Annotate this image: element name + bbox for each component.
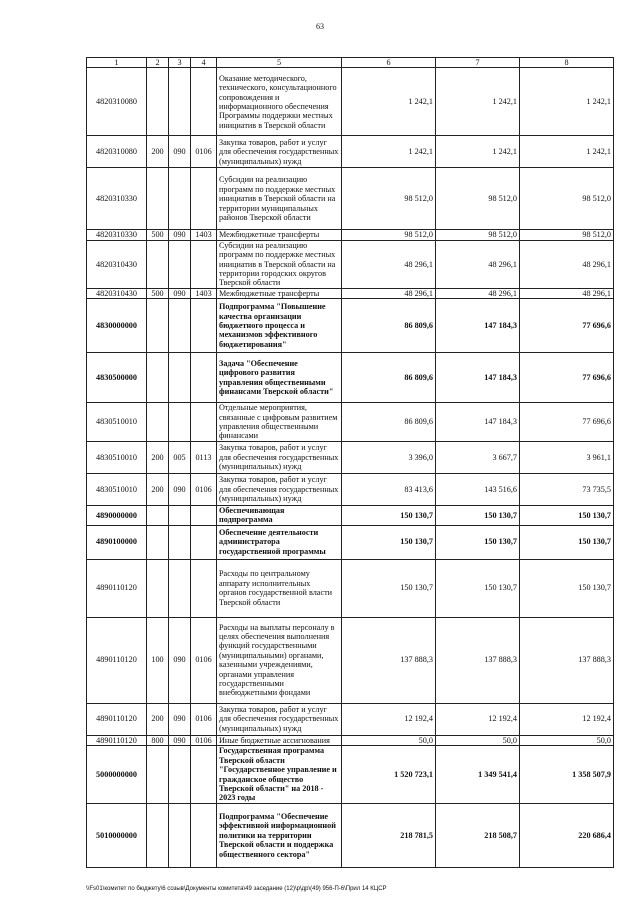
ministry-code xyxy=(169,168,191,230)
amount-year-2: 150 130,7 xyxy=(436,525,520,559)
amount-year-2: 1 242,1 xyxy=(436,136,520,168)
amount-year-1: 150 130,7 xyxy=(342,505,436,525)
row-code: 4830000000 xyxy=(87,299,147,353)
ministry-code: 005 xyxy=(169,441,191,473)
amount-year-1: 1 242,1 xyxy=(342,68,436,136)
row-code: 4820310430 xyxy=(87,288,147,298)
row-name: Задача "Обеспечение цифрового развития управления общественными финансами Тверской области" xyxy=(217,353,342,403)
amount-year-1: 48 296,1 xyxy=(342,240,436,288)
row-code: 4820310080 xyxy=(87,68,147,136)
table-row xyxy=(87,559,614,617)
expense-type-code: 100 xyxy=(147,617,169,703)
amount-year-2: 147 184,3 xyxy=(436,299,520,353)
amount-year-3: 48 296,1 xyxy=(520,240,614,288)
section-code: 0113 xyxy=(191,441,217,473)
amount-year-1: 218 781,5 xyxy=(342,804,436,868)
section-code: 0106 xyxy=(191,703,217,735)
row-code: 5010000000 xyxy=(87,804,147,868)
row-name: Иные бюджетные ассигнования xyxy=(217,735,342,745)
amount-year-2: 1 349 541,4 xyxy=(436,746,520,804)
amount-year-3: 1 242,1 xyxy=(520,136,614,168)
row-code: 4820310080 xyxy=(87,136,147,168)
table-row xyxy=(87,804,614,868)
amount-year-3: 1 242,1 xyxy=(520,68,614,136)
amount-year-3: 150 130,7 xyxy=(520,505,614,525)
row-name: Подпрограмма "Повышение качества организации бюджетного процесса и механизмов эффективного бюджетирования" xyxy=(217,299,342,353)
amount-year-3: 98 512,0 xyxy=(520,168,614,230)
amount-year-1: 150 130,7 xyxy=(342,525,436,559)
expense-type-code xyxy=(147,68,169,136)
row-code: 4820310430 xyxy=(87,240,147,288)
ministry-code: 090 xyxy=(169,473,191,505)
amount-year-3: 12 192,4 xyxy=(520,703,614,735)
amount-year-3: 3 961,1 xyxy=(520,441,614,473)
table-row xyxy=(87,240,614,288)
row-code: 4890100000 xyxy=(87,525,147,559)
row-name: Субсидии на реализацию программ по поддержке местных инициатив в Тверской области на территории городских округов Тверской области xyxy=(217,240,342,288)
amount-year-2: 48 296,1 xyxy=(436,240,520,288)
row-code: 4890000000 xyxy=(87,505,147,525)
amount-year-1: 3 396,0 xyxy=(342,441,436,473)
row-code: 5000000000 xyxy=(87,746,147,804)
section-code xyxy=(191,525,217,559)
amount-year-1: 12 192,4 xyxy=(342,703,436,735)
section-code xyxy=(191,746,217,804)
column-number: 8 xyxy=(520,58,614,68)
amount-year-2: 12 192,4 xyxy=(436,703,520,735)
amount-year-3: 1 358 507,9 xyxy=(520,746,614,804)
amount-year-2: 137 888,3 xyxy=(436,617,520,703)
row-code: 4830510010 xyxy=(87,473,147,505)
ministry-code xyxy=(169,68,191,136)
expense-type-code xyxy=(147,746,169,804)
row-name: Обеспечение деятельности администратора государственной программы xyxy=(217,525,342,559)
expense-type-code: 800 xyxy=(147,735,169,745)
amount-year-1: 150 130,7 xyxy=(342,559,436,617)
table-row xyxy=(87,168,614,230)
amount-year-3: 77 696,6 xyxy=(520,353,614,403)
amount-year-3: 73 735,5 xyxy=(520,473,614,505)
amount-year-3: 50,0 xyxy=(520,735,614,745)
expense-type-code: 200 xyxy=(147,136,169,168)
amount-year-1: 86 809,6 xyxy=(342,403,436,442)
amount-year-2: 150 130,7 xyxy=(436,505,520,525)
amount-year-2: 98 512,0 xyxy=(436,230,520,240)
amount-year-2: 50,0 xyxy=(436,735,520,745)
row-name: Отдельные мероприятия, связанные с цифровым развитием управления общественными финансами xyxy=(217,403,342,442)
row-name: Межбюджетные трансферты xyxy=(217,230,342,240)
amount-year-1: 83 413,6 xyxy=(342,473,436,505)
table-row xyxy=(87,441,614,473)
row-code: 4890110120 xyxy=(87,559,147,617)
section-code: 0106 xyxy=(191,473,217,505)
row-name: Подпрограмма "Обеспечение эффективной информационной политики на территории Тверской области и поддержка общественного сектора" xyxy=(217,804,342,868)
table-row xyxy=(87,403,614,442)
expense-type-code: 500 xyxy=(147,288,169,298)
row-code: 4830510010 xyxy=(87,403,147,442)
amount-year-1: 86 809,6 xyxy=(342,299,436,353)
row-name: Оказание методического, технического, консультационного сопровождения и информационного обеспечения Программы поддержки местных инициатив в Тверской области xyxy=(217,68,342,136)
section-code xyxy=(191,403,217,442)
ministry-code xyxy=(169,559,191,617)
section-code: 1403 xyxy=(191,288,217,298)
file-path-footer: \\Fs01\комитет по бюджету\6 созыв\Документы комитета\49 заседание (12)\р\др\(49) 956-П-6\Прил 14 КЦСР xyxy=(86,886,387,892)
row-name: Закупка товаров, работ и услуг для обеспечения государственных (муниципальных) нужд xyxy=(217,703,342,735)
row-code: 4830510010 xyxy=(87,441,147,473)
amount-year-2: 143 516,6 xyxy=(436,473,520,505)
table-row xyxy=(87,525,614,559)
expense-type-code xyxy=(147,403,169,442)
row-name: Расходы на выплаты персоналу в целях обеспечения выполнения функций государственными (муниципальными) органами, казенными учреждениями, органами управления государственными внебюджетными фондами xyxy=(217,617,342,703)
table-row xyxy=(87,746,614,804)
amount-year-3: 220 686,4 xyxy=(520,804,614,868)
ministry-code: 090 xyxy=(169,703,191,735)
ministry-code: 090 xyxy=(169,735,191,745)
section-code: 0106 xyxy=(191,735,217,745)
amount-year-2: 147 184,3 xyxy=(436,403,520,442)
amount-year-1: 86 809,6 xyxy=(342,353,436,403)
amount-year-1: 48 296,1 xyxy=(342,288,436,298)
ministry-code xyxy=(169,505,191,525)
section-code: 1403 xyxy=(191,230,217,240)
column-number: 7 xyxy=(436,58,520,68)
amount-year-3: 77 696,6 xyxy=(520,403,614,442)
row-name: Расходы по центральному аппарату исполнительных органов государственной власти Тверской области xyxy=(217,559,342,617)
ministry-code: 090 xyxy=(169,136,191,168)
table-row xyxy=(87,288,614,298)
table-row xyxy=(87,505,614,525)
row-code: 4830500000 xyxy=(87,353,147,403)
section-code xyxy=(191,505,217,525)
column-number: 4 xyxy=(191,58,217,68)
expense-type-code: 200 xyxy=(147,473,169,505)
expense-type-code xyxy=(147,168,169,230)
amount-year-3: 150 130,7 xyxy=(520,559,614,617)
table-row xyxy=(87,703,614,735)
table-row xyxy=(87,136,614,168)
column-number: 3 xyxy=(169,58,191,68)
amount-year-1: 1 242,1 xyxy=(342,136,436,168)
column-number: 6 xyxy=(342,58,436,68)
ministry-code: 090 xyxy=(169,617,191,703)
ministry-code xyxy=(169,240,191,288)
column-number: 5 xyxy=(217,58,342,68)
row-name: Обеспечивающая подпрограмма xyxy=(217,505,342,525)
expense-type-code xyxy=(147,505,169,525)
amount-year-2: 98 512,0 xyxy=(436,168,520,230)
budget-table xyxy=(86,57,614,868)
amount-year-1: 98 512,0 xyxy=(342,168,436,230)
row-code: 4820310330 xyxy=(87,168,147,230)
section-code xyxy=(191,804,217,868)
table-row xyxy=(87,735,614,745)
ministry-code: 090 xyxy=(169,288,191,298)
table-row xyxy=(87,353,614,403)
amount-year-1: 50,0 xyxy=(342,735,436,745)
section-code: 0106 xyxy=(191,136,217,168)
expense-type-code xyxy=(147,240,169,288)
section-code xyxy=(191,559,217,617)
expense-type-code xyxy=(147,525,169,559)
section-code xyxy=(191,68,217,136)
section-code xyxy=(191,168,217,230)
amount-year-1: 98 512,0 xyxy=(342,230,436,240)
amount-year-2: 218 508,7 xyxy=(436,804,520,868)
expense-type-code: 200 xyxy=(147,441,169,473)
amount-year-3: 150 130,7 xyxy=(520,525,614,559)
ministry-code: 090 xyxy=(169,230,191,240)
column-number: 2 xyxy=(147,58,169,68)
amount-year-3: 48 296,1 xyxy=(520,288,614,298)
amount-year-3: 77 696,6 xyxy=(520,299,614,353)
ministry-code xyxy=(169,746,191,804)
expense-type-code xyxy=(147,353,169,403)
row-name: Закупка товаров, работ и услуг для обеспечения государственных (муниципальных) нужд xyxy=(217,441,342,473)
table-row xyxy=(87,473,614,505)
ministry-code xyxy=(169,525,191,559)
row-code: 4890110120 xyxy=(87,703,147,735)
ministry-code xyxy=(169,804,191,868)
row-name: Государственная программа Тверской области "Государственное управление и гражданское общество Тверской области" на 2018 - 2023 годы xyxy=(217,746,342,804)
row-name: Межбюджетные трансферты xyxy=(217,288,342,298)
row-name: Субсидии на реализацию программ по поддержке местных инициатив в Тверской области на территории муниципальных районов Тверской области xyxy=(217,168,342,230)
table-row xyxy=(87,230,614,240)
expense-type-code: 200 xyxy=(147,703,169,735)
section-code: 0106 xyxy=(191,617,217,703)
row-name: Закупка товаров, работ и услуг для обеспечения государственных (муниципальных) нужд xyxy=(217,473,342,505)
amount-year-2: 147 184,3 xyxy=(436,353,520,403)
section-code xyxy=(191,240,217,288)
row-code: 4890110120 xyxy=(87,617,147,703)
row-code: 4890110120 xyxy=(87,735,147,745)
section-code xyxy=(191,299,217,353)
ministry-code xyxy=(169,299,191,353)
amount-year-3: 137 888,3 xyxy=(520,617,614,703)
expense-type-code: 500 xyxy=(147,230,169,240)
column-number: 1 xyxy=(87,58,147,68)
expense-type-code xyxy=(147,299,169,353)
page-number: 63 xyxy=(316,22,324,31)
expense-type-code xyxy=(147,804,169,868)
amount-year-3: 98 512,0 xyxy=(520,230,614,240)
amount-year-1: 137 888,3 xyxy=(342,617,436,703)
row-name: Закупка товаров, работ и услуг для обеспечения государственных (муниципальных) нужд xyxy=(217,136,342,168)
table-row xyxy=(87,299,614,353)
ministry-code xyxy=(169,353,191,403)
expense-type-code xyxy=(147,559,169,617)
amount-year-2: 48 296,1 xyxy=(436,288,520,298)
column-number-row xyxy=(87,58,614,68)
amount-year-2: 1 242,1 xyxy=(436,68,520,136)
section-code xyxy=(191,353,217,403)
table-row xyxy=(87,68,614,136)
amount-year-2: 3 667,7 xyxy=(436,441,520,473)
table-row xyxy=(87,617,614,703)
ministry-code xyxy=(169,403,191,442)
amount-year-1: 1 520 723,1 xyxy=(342,746,436,804)
amount-year-2: 150 130,7 xyxy=(436,559,520,617)
row-code: 4820310330 xyxy=(87,230,147,240)
